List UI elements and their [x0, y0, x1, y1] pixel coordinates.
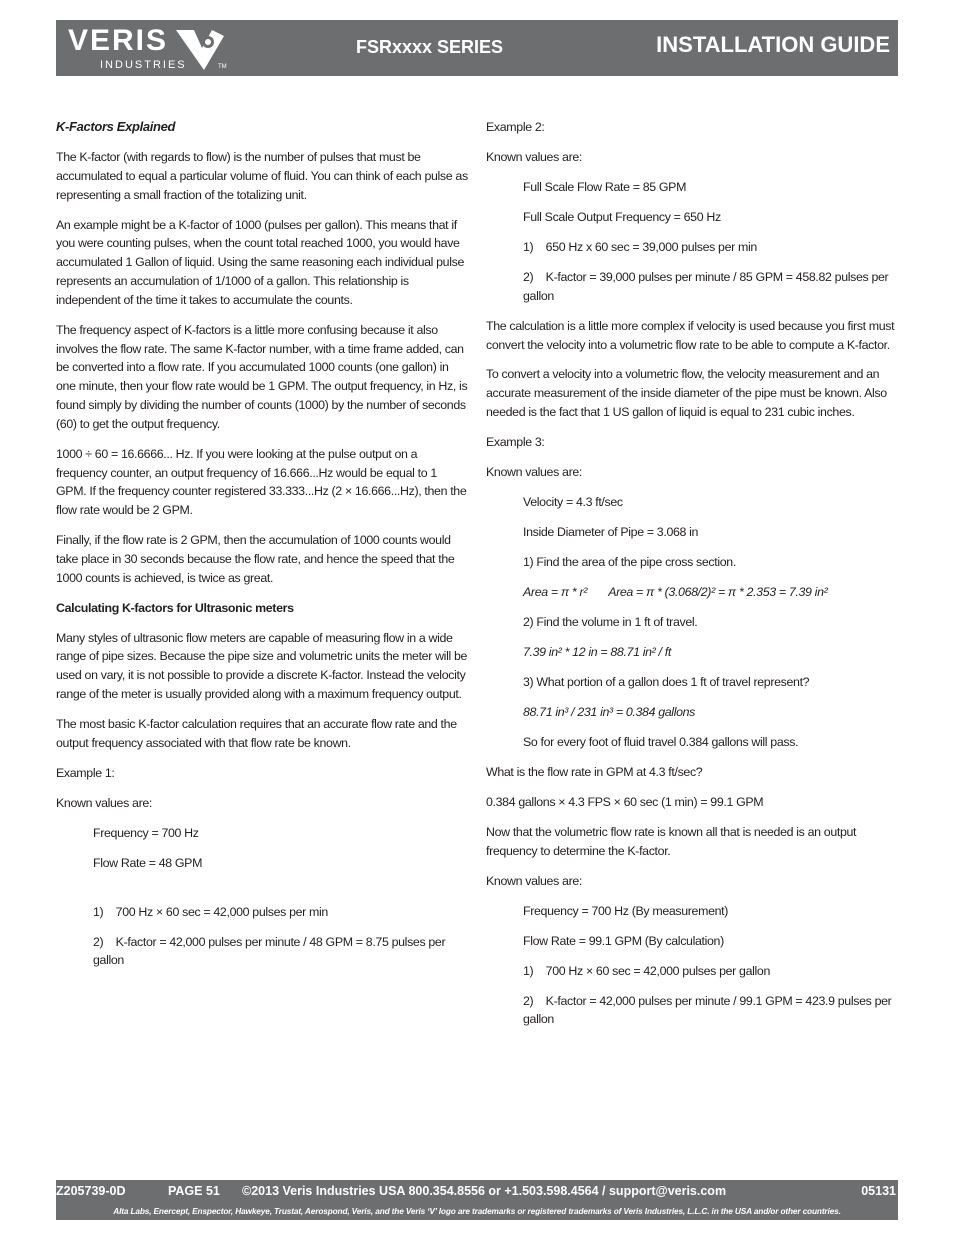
calculation-step: 1) 700 Hz × 60 sec = 42,000 pulses per gallon — [523, 963, 771, 978]
calculation-step: 2) K-factor = 42,000 pulses per minute / 99.1 GPM = 423.9 pulses per gallon — [523, 993, 892, 1027]
paragraph: The most basic K-factor calculation requires that an accurate flow rate and the output frequency associated with that flow rate be known. — [56, 717, 457, 750]
logo-subtitle: INDUSTRIES — [100, 59, 187, 71]
calculation-step: 2) K-factor = 42,000 pulses per minute / 48 GPM = 8.75 pulses per gallon — [93, 934, 446, 968]
known-values-label: Known values are: — [486, 149, 582, 164]
known-values-label: Known values are: — [56, 795, 152, 810]
paragraph: What is the flow rate in GPM at 4.3 ft/sec? — [486, 764, 703, 779]
calculation-step: 1) 650 Hz x 60 sec = 39,000 pulses per min — [523, 239, 757, 254]
known-value: Full Scale Output Frequency = 650 Hz — [523, 209, 721, 224]
example-label: Example 1: — [56, 765, 115, 780]
page-number: PAGE 51 — [168, 1184, 220, 1198]
known-values-label: Known values are: — [486, 465, 582, 480]
logo-wordmark: VERIS — [68, 24, 169, 57]
veris-logo — [68, 26, 238, 74]
formula: 88.71 in³ / 231 in³ = 0.384 gallons — [523, 704, 696, 719]
paragraph: Many styles of ultrasonic flow meters are capable of measuring flow in a wide range of pipe sizes. Because the pipe size and volumetric units the meter will be used on vary, it is not possible to provide a discrete K-factor. Instead the velocity range of the meter is usually provided along with a maximum frequency output. — [56, 630, 468, 702]
calculation-step: So for every foot of fluid travel 0.384 gallons will pass. — [523, 734, 799, 749]
known-values-label: Known values are: — [486, 873, 582, 888]
known-value: Flow Rate = 48 GPM — [93, 855, 203, 870]
known-value: Inside Diameter of Pipe = 3.068 in — [523, 525, 699, 540]
paragraph: An example might be a K-factor of 1000 (pulses per gallon). This means that if you were counting pulses, when the count total reached 1000, you would have accumulated 1 Gallon of liquid. Using the same reasoning each individual pulse represents an accumulation of 1/1000 of a gallon. This relationship is independent of the time it takes to accumulate the counts. — [56, 217, 465, 307]
known-value: Full Scale Flow Rate = 85 GPM — [523, 179, 687, 194]
document-number: Z205739-0D — [56, 1184, 126, 1198]
paragraph: The K-factor (with regards to flow) is the number of pulses that must be accumulated to equal a particular volume of fluid. You can think of each pulse as representing a small fraction of the totalizing unit. — [56, 149, 468, 202]
known-value: Velocity = 4.3 ft/sec — [523, 495, 623, 510]
guide-title: INSTALLATION GUIDE — [656, 32, 890, 57]
paragraph: The calculation is a little more complex if velocity is used because you first must convert the velocity into a volumetric flow rate to be able to compute a K-factor. — [486, 318, 895, 352]
paragraph: 1000 ÷ 60 = 16.6666... Hz. If you were looking at the pulse output on a frequency counter, an output frequency of 16.666...Hz would be equal to 1 GPM. If the frequency counter registered 33.333...Hz (2 × 16.666...Hz), then the flow rate would be 2 GPM. — [56, 446, 467, 518]
calculation-step: 1) Find the area of the pipe cross section. — [523, 555, 736, 569]
right-column — [486, 118, 898, 1040]
calculation-step: 2) K-factor = 39,000 pulses per minute / 85 GPM = 458.82 pulses per gallon — [523, 269, 889, 303]
formula: 7.39 in² * 12 in = 88.71 in² / ft — [523, 644, 671, 659]
page-footer — [56, 1180, 898, 1220]
paragraph: The frequency aspect of K-factors is a little more confusing because it also involves the flow rate. The same K-factor number, with a time frame added, can be converted into a flow rate. If you accumulated 1000 counts (one gallon) in one minute, then your flow rate would be 1 GPM. The output frequency, in Hz, is found simply by dividing the number of counts (1000) by the number of seconds (60) to get the output frequency. — [56, 322, 468, 431]
left-column — [56, 118, 468, 981]
known-value: Flow Rate = 99.1 GPM (By calculation) — [523, 933, 724, 948]
section-heading: K-Factors Explained — [56, 119, 176, 134]
series-title: FSRxxxx SERIES — [356, 37, 504, 57]
calculation-step: 1) 700 Hz × 60 sec = 42,000 pulses per min — [93, 904, 328, 919]
calculation-step: 2) Find the volume in 1 ft of travel. — [523, 614, 698, 629]
known-value: Frequency = 700 Hz (By measurement) — [523, 903, 729, 918]
subheading: Calculating K-factors for Ultrasonic meters — [56, 600, 294, 615]
page-header — [56, 20, 898, 76]
revision-code: 05131 — [861, 1184, 896, 1198]
formula: Area = π * r² Area = π * (3.068/2)² = π * 2.353 = 7.39 in² — [523, 584, 828, 599]
example-label: Example 2: — [486, 120, 545, 134]
paragraph: Now that the volumetric flow rate is known all that is needed is an output frequency to determine the K-factor. — [486, 824, 857, 858]
calculation-step: 3) What portion of a gallon does 1 ft of travel represent? — [523, 674, 810, 689]
paragraph: To convert a velocity into a volumetric flow, the velocity measurement and an accurate measurement of the inside diameter of the pipe must be known. Also needed is the fact that 1 US gallon of liquid is equal to 231 cubic inches. — [486, 367, 887, 420]
paragraph: Finally, if the flow rate is 2 GPM, then the accumulation of 1000 counts would take place in 30 seconds because the flow rate, and hence the speed that the 1000 counts is achieved, is twice as great. — [56, 533, 455, 585]
logo-trademark: TM — [218, 64, 227, 70]
contact-info: ©2013 Veris Industries USA 800.354.8556 or +1.503.598.4564 / support@veris.com — [242, 1184, 727, 1198]
example-label: Example 3: — [486, 435, 545, 450]
trademark-notice: Alta Labs, Enercept, Enspector, Hawkeye, Trustat, Aerospond, Veris, and the Veris ‘V’ logo are trademarks or registered trademarks of Veris Industries, L.L.C. in the USA and/or other countries. — [113, 1206, 841, 1216]
paragraph: 0.384 gallons × 4.3 FPS × 60 sec (1 min) = 99.1 GPM — [486, 794, 764, 809]
known-value: Frequency = 700 Hz — [93, 825, 199, 840]
